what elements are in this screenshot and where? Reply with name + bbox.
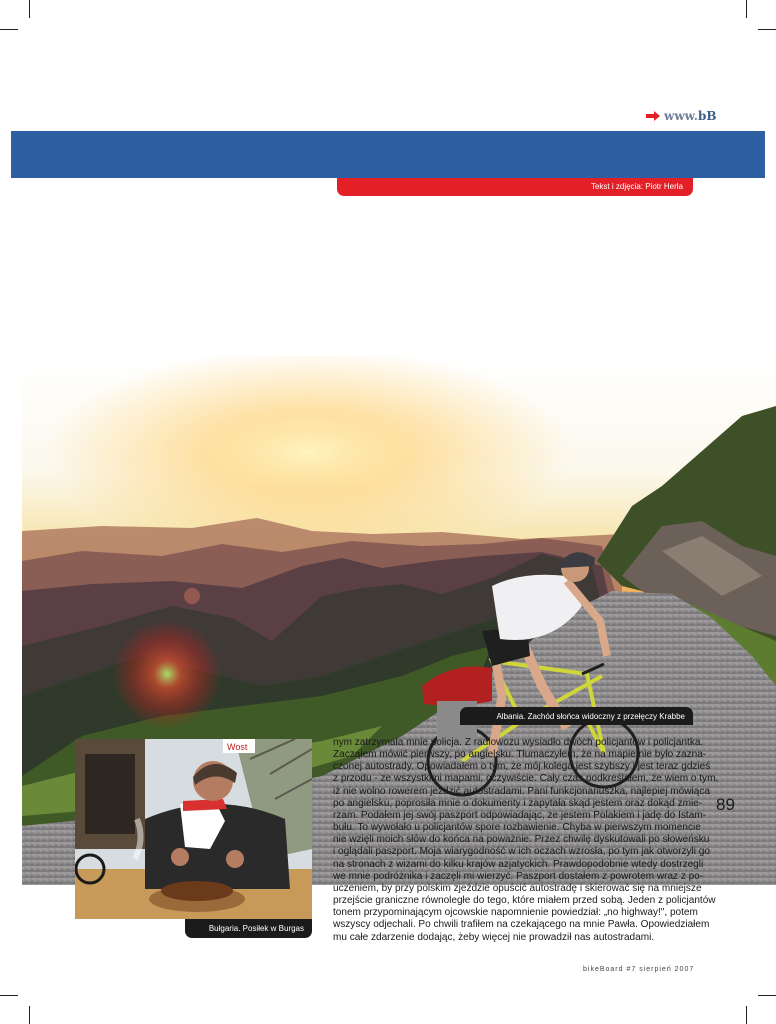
meal-in-burgas-photo [75, 739, 312, 919]
body-line: we mnie podróżnika i zaczęli mi wierzyć. Paszport dostałem z powrotem wraz z po- [333, 870, 704, 882]
body-line: Zacząłem mówić pierwszy, po angielsku. Tłumaczyłem, że na mapie nie było zazna- [333, 749, 707, 761]
article-body [333, 737, 719, 944]
header-bar [11, 131, 765, 178]
body-line: nie wzięli moich słów do końca na poważnie. Przez chwilę dyskutowali po słoweńsku [333, 834, 710, 846]
crop-mark-right-top [758, 29, 776, 30]
site-link[interactable] [646, 109, 717, 123]
wost-sign: Wost [227, 742, 248, 752]
small-photo [75, 739, 312, 919]
crop-mark-left-bottom [0, 995, 18, 996]
crop-mark-left-top [0, 29, 18, 30]
photo-credit-tab: Tekst i zdjęcia: Piotr Herla [337, 178, 693, 196]
right-arrow-icon [646, 110, 660, 122]
page-number: 89 [716, 795, 735, 814]
body-line: czonej autostrady. Opowiadałem o tym, że mój kolega jest szybszy i jest teraz gdzieś [333, 761, 711, 773]
body-line: nym zatrzymała mnie policja. Z radiowozu wysiadło dwóch policjantów i policjantka. [333, 737, 704, 748]
crop-mark-right-bottom [758, 995, 776, 996]
main-photo-caption: Albania. Zachód słońca widoczny z przełęczy Krabbe [460, 707, 693, 725]
crop-mark-top-left [29, 0, 30, 18]
body-line: z przodu - ze wszystkimi mapami, oczywiście. Cały czas podkreślałem, że wiem o tym, [333, 773, 719, 785]
body-line: rzam. Podałem jej swój paszport odpowiadając, że jestem Polakiem i jadę do Istam- [333, 809, 707, 821]
crop-mark-bottom-right [746, 1006, 747, 1024]
body-line: wszyscy odjechali. Po chwili trafiłem na czekającego na mnie Pawła. Opowiedziałem [333, 919, 710, 931]
body-line: iż nie wolno rowerem jeździć autostradami. Pani funkcjonariuszka, najlepiej mówiąca [333, 785, 710, 797]
crop-mark-bottom-left [29, 1006, 30, 1024]
body-line: na stronach z wizami do kilku krajów azjatyckich. Prawdopodobnie wtedy dostrzegli [333, 858, 704, 870]
small-photo-caption: Bułgaria. Posiłek w Burgas [185, 919, 312, 938]
main-photo [11, 178, 765, 707]
site-name: bB [697, 109, 717, 123]
body-line: bułu. To wywołało u policjantów spore rozbawienie. Chyba w pierwszym momencie [333, 822, 701, 834]
body-line: po angielsku, poprosiła mnie o dokumenty i zapytała skąd jestem oraz dokąd zmie- [333, 797, 703, 809]
body-line: tonem przypominającym ojcowskie napomnienie powiedział: „no highway!", potem [333, 907, 698, 919]
footer-issue: bikeBoard #7 sierpień 2007 [583, 966, 695, 973]
site-prefix: www. [664, 109, 698, 123]
body-line: mu całe zdarzenie dodając, żeby więcej nie prowadził nas autostradami. [333, 931, 655, 943]
body-line: i oglądali paszport. Moja wiarygodność w ich oczach wzrosła, po tym jak otworzyli go [333, 846, 710, 858]
crop-mark-top-right [746, 0, 747, 18]
body-line: uczeniem, by przy polskim zjeździe opuścić autostradę i skierować się na mniejsze [333, 882, 702, 894]
body-line: przejście graniczne równoległe do tego, które miałem przed sobą. Jeden z policjantów [333, 895, 716, 907]
